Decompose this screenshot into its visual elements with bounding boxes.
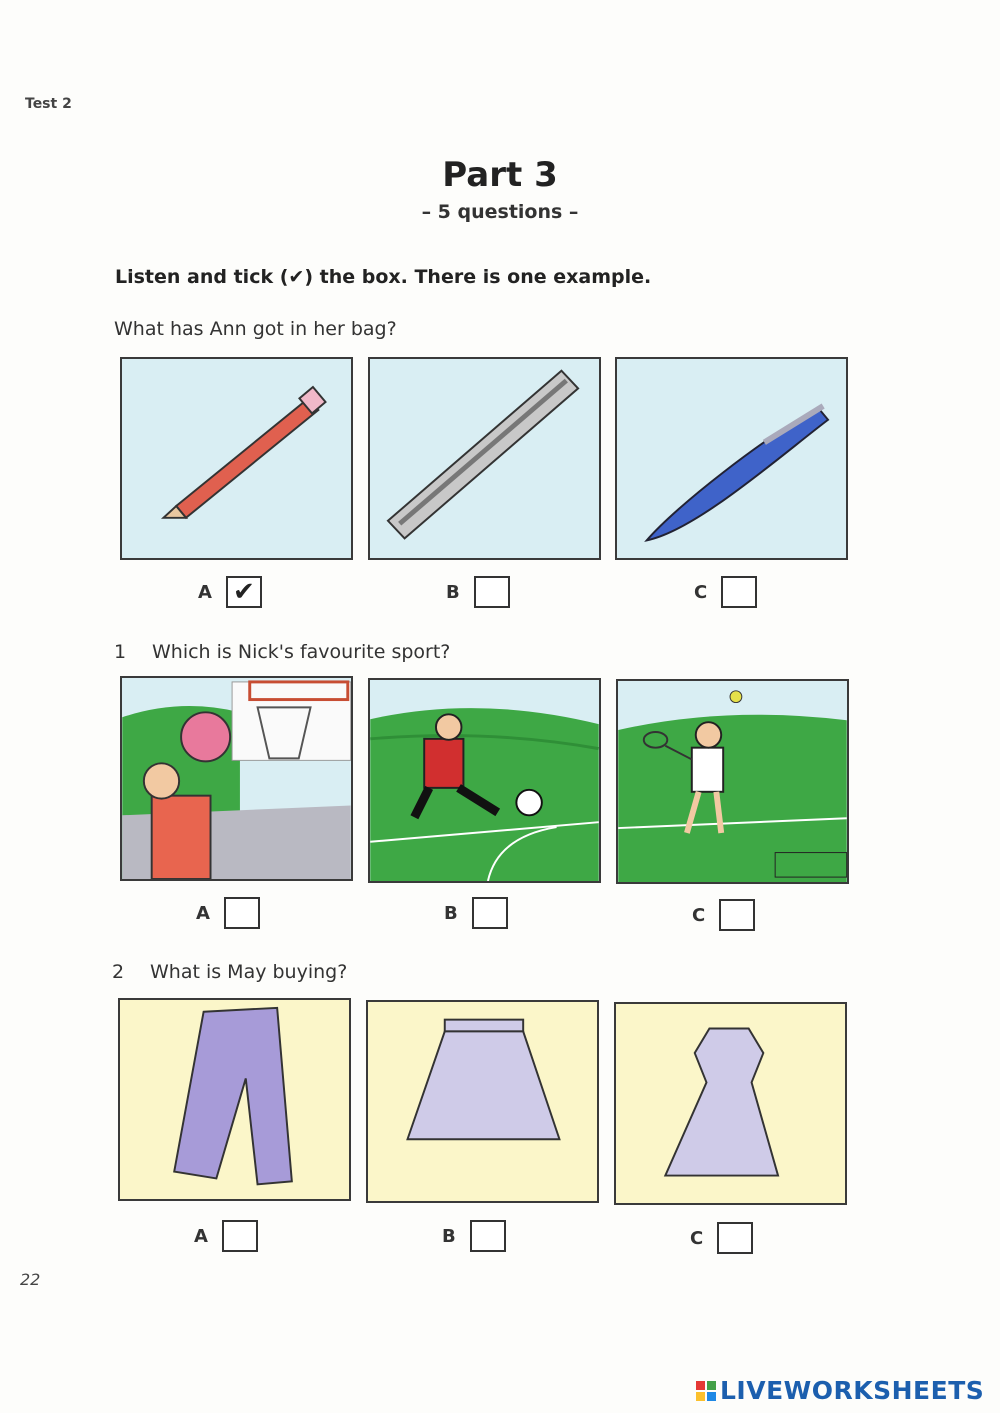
tick-box-b[interactable] <box>472 897 508 929</box>
pencil-icon <box>122 359 351 558</box>
option-letter: C <box>694 581 708 603</box>
question-text: What is May buying? <box>150 961 348 983</box>
picture-basketball[interactable] <box>120 676 353 881</box>
basketball-icon <box>122 678 351 879</box>
option-c-q2 <box>690 1222 753 1254</box>
instruction-text: Listen and tick (✔) the box. There is one example. <box>115 266 652 288</box>
picture-skirt[interactable] <box>366 1000 599 1203</box>
picture-tennis[interactable] <box>616 679 849 884</box>
picture-trousers[interactable] <box>118 998 351 1201</box>
option-a-q1 <box>196 897 260 929</box>
question-1 <box>114 641 450 663</box>
picture-football[interactable] <box>368 678 601 883</box>
option-b-q2 <box>442 1220 506 1252</box>
part-title: Part 3 <box>442 155 558 195</box>
option-a-example <box>198 576 262 608</box>
example-question <box>114 318 397 340</box>
question-number: 2 <box>112 961 125 983</box>
skirt-icon <box>368 1002 597 1201</box>
option-letter: B <box>444 902 458 924</box>
option-letter: C <box>690 1227 704 1249</box>
ruler-icon <box>370 359 599 558</box>
logo-icon <box>696 1381 716 1401</box>
question-number: 1 <box>114 641 127 663</box>
tick-box-a[interactable] <box>224 897 260 929</box>
option-letter: A <box>196 902 210 924</box>
option-a-q2 <box>194 1220 258 1252</box>
tick-box-c[interactable] <box>717 1222 753 1254</box>
part-subtitle: – 5 questions – <box>421 201 579 223</box>
tick-box-a[interactable] <box>222 1220 258 1252</box>
liveworksheets-logo[interactable] <box>696 1376 984 1405</box>
question-text: Which is Nick's favourite sport? <box>152 641 451 663</box>
option-b-example <box>446 576 510 608</box>
picture-pencil[interactable] <box>120 357 353 560</box>
option-letter: A <box>198 581 212 603</box>
option-b-q1 <box>444 897 508 929</box>
option-letter: C <box>692 904 706 926</box>
tick-box-b[interactable] <box>470 1220 506 1252</box>
tick-box-c[interactable] <box>719 899 755 931</box>
picture-pen[interactable] <box>615 357 848 560</box>
option-letter: A <box>194 1225 208 1247</box>
question-2 <box>112 961 347 983</box>
pen-icon <box>617 359 846 558</box>
tick-box-b[interactable] <box>474 576 510 608</box>
option-letter: B <box>446 581 460 603</box>
option-c-example <box>694 576 757 608</box>
tick-box-c[interactable] <box>721 576 757 608</box>
question-text: What has Ann got in her bag? <box>114 318 397 340</box>
picture-dress[interactable] <box>614 1002 847 1205</box>
option-c-q1 <box>692 899 755 931</box>
picture-ruler[interactable] <box>368 357 601 560</box>
option-letter: B <box>442 1225 456 1247</box>
trousers-icon <box>120 1000 349 1199</box>
tick-box-a[interactable] <box>226 576 262 608</box>
dress-icon <box>616 1004 845 1203</box>
page-number: 22 <box>20 1270 41 1289</box>
football-icon <box>370 680 599 881</box>
test-label: Test 2 <box>25 96 72 112</box>
tick-mark: ✔ <box>233 577 255 607</box>
tennis-icon <box>618 681 847 882</box>
logo-text: LIVEWORKSHEETS <box>720 1376 985 1405</box>
